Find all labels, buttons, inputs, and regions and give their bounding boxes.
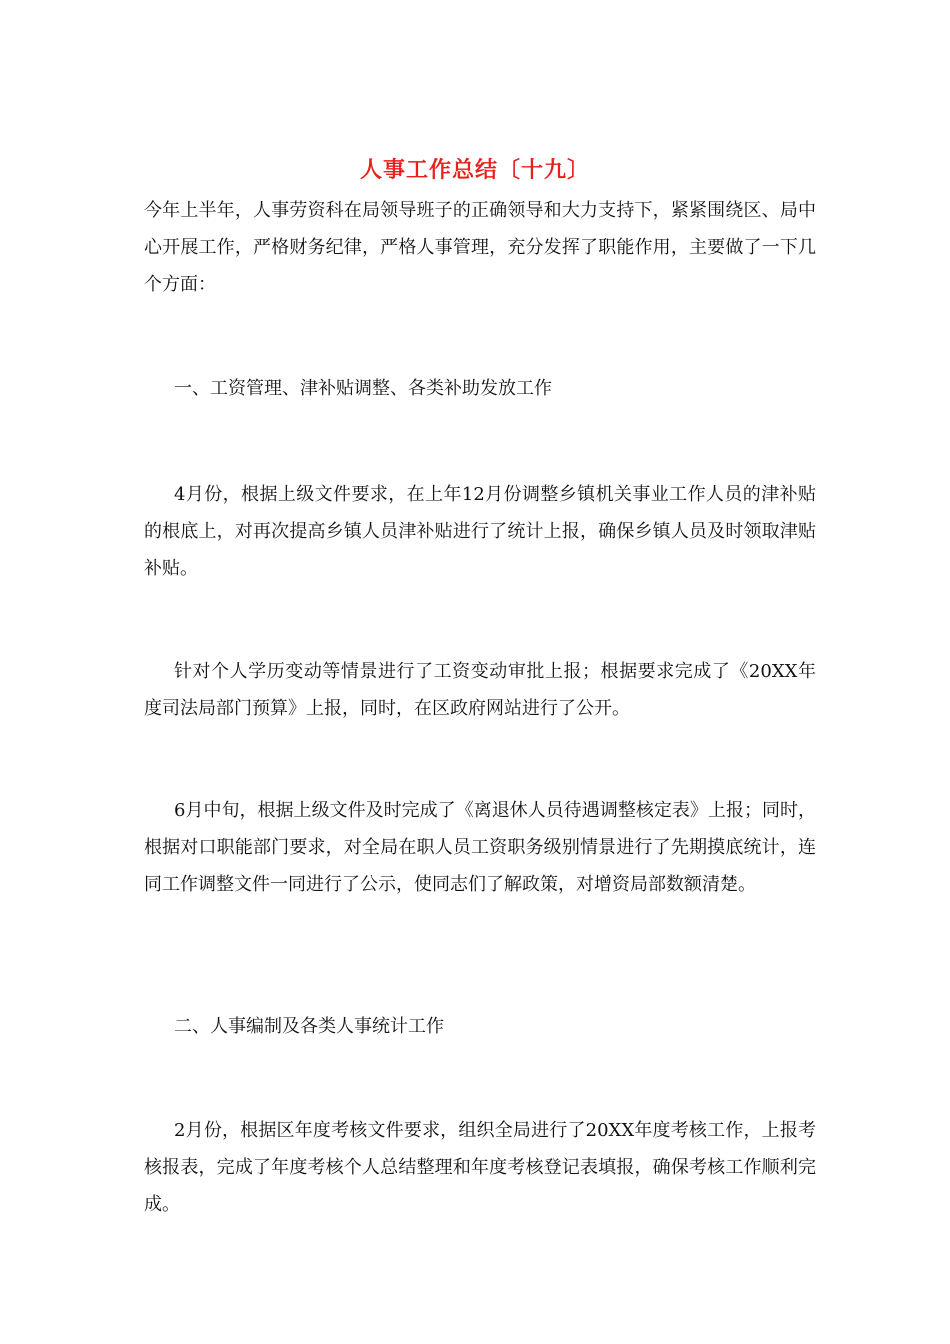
section-heading-2: 二、人事编制及各类人事统计工作 bbox=[174, 1016, 444, 1037]
section-heading-1: 一、工资管理、津补贴调整、各类补助发放工作 bbox=[174, 378, 552, 399]
paragraph-3: 6月中旬，根据上级文件及时完成了《离退休人员待遇调整核定表》上报；同时，根据对口职能部门要求，对全局在职人员工资职务级别情景进行了先期摸底统计，连同工作调整文件一同进行了公示，使同志们了解政策，对增资局部数额清楚。 bbox=[144, 800, 816, 895]
paragraph-4: 2月份，根据区年度考核文件要求，组织全局进行了20XX年度考核工作，上报考核报表，完成了年度考核个人总结整理和年度考核登记表填报，确保考核工作顺利完成。 bbox=[144, 1120, 816, 1215]
intro-paragraph: 今年上半年，人事劳资科在局领导班子的正确领导和大力支持下，紧紧围绕区、局中心开展工作，严格财务纪律，严格人事管理，充分发挥了职能作用，主要做了一下几个方面： bbox=[144, 200, 816, 295]
paragraph-1: 4月份，根据上级文件要求，在上年12月份调整乡镇机关事业工作人员的津补贴的根底上，对再次提高乡镇人员津补贴进行了统计上报，确保乡镇人员及时领取津贴补贴。 bbox=[144, 484, 816, 579]
paragraph-2: 针对个人学历变动等情景进行了工资变动审批上报；根据要求完成了《20XX年度司法局部门预算》上报，同时，在区政府网站进行了公开。 bbox=[144, 661, 816, 719]
document-title: 人事工作总结〔十九〕 bbox=[359, 157, 590, 183]
